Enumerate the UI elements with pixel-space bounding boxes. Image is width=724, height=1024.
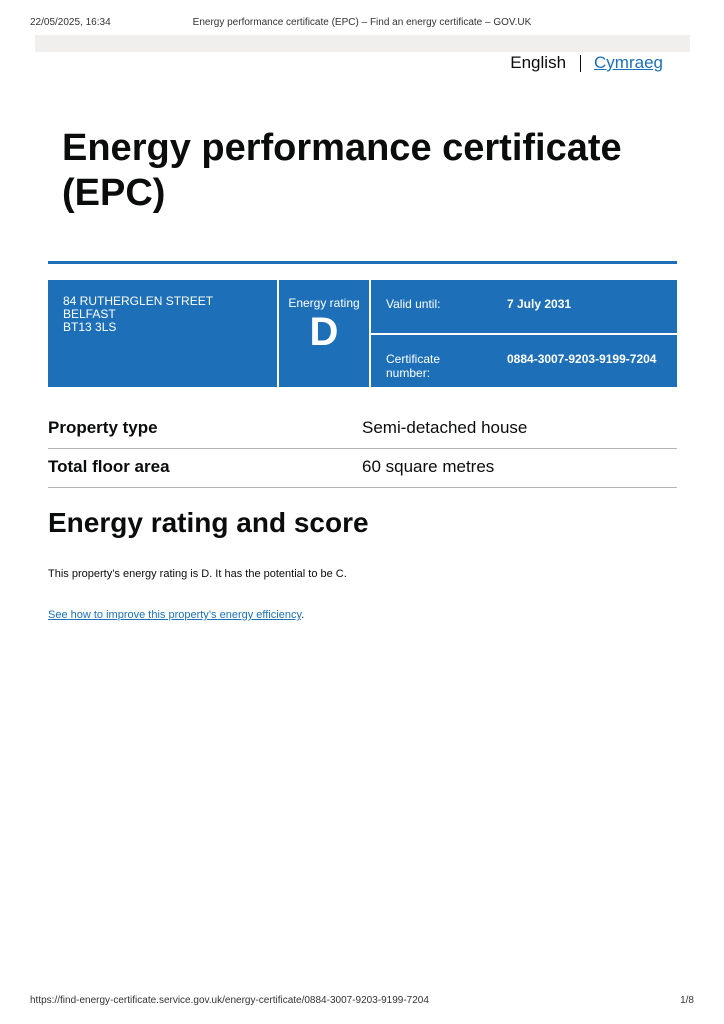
print-datetime: 22/05/2025, 16:34	[30, 17, 111, 28]
header-band	[35, 35, 690, 52]
valid-until-label: Valid until:	[386, 297, 441, 311]
address-line-3: BT13 3LS	[63, 320, 117, 334]
rating-label: Energy rating	[288, 296, 360, 310]
certificate-number-label: Certificate number:	[386, 352, 441, 380]
rating-letter: D	[309, 310, 339, 354]
improve-suffix: .	[301, 609, 305, 621]
title-divider	[48, 261, 677, 264]
energy-rating-heading: Energy rating and score	[48, 507, 369, 538]
address-line-1: 84 RUTHERGLEN STREET	[63, 294, 214, 308]
floor-area-row	[48, 449, 677, 488]
language-switcher	[510, 53, 663, 73]
certificate-number-value: 0884-3007-9203-9199-7204	[507, 352, 657, 366]
improve-paragraph	[48, 609, 304, 621]
print-url: https://find-energy-certificate.service.gov.uk/energy-certificate/0884-3007-9203-9199-7204	[30, 995, 429, 1006]
floor-area-value: 60 square metres	[362, 457, 495, 476]
valid-until-cell	[371, 280, 677, 333]
print-header	[0, 17, 724, 31]
energy-rating-text: This property’s energy rating is D. It has the potential to be C.	[48, 568, 347, 580]
certificate-number-cell	[371, 335, 677, 387]
language-divider	[580, 55, 581, 72]
valid-until-value: 7 July 2031	[507, 297, 572, 311]
epc-summary	[48, 280, 677, 387]
property-type-row	[48, 410, 677, 449]
property-type-value: Semi-detached house	[362, 418, 528, 437]
rating-cell	[279, 280, 369, 387]
floor-area-label: Total floor area	[48, 457, 170, 476]
page-title: Energy performance certificate (EPC)	[62, 127, 622, 214]
property-type-label: Property type	[48, 418, 158, 437]
improve-efficiency-link[interactable]: See how to improve this property’s energy efficiency	[48, 609, 302, 621]
address-cell	[48, 280, 277, 387]
language-link-cymraeg[interactable]: Cymraeg	[594, 53, 663, 72]
print-page-title: Energy performance certificate (EPC) – Find an energy certificate – GOV.UK	[192, 17, 532, 28]
address-line-2: BELFAST	[63, 307, 116, 321]
property-details-list	[48, 410, 677, 488]
print-page-number: 1/8	[680, 995, 694, 1006]
language-current: English	[510, 53, 567, 72]
